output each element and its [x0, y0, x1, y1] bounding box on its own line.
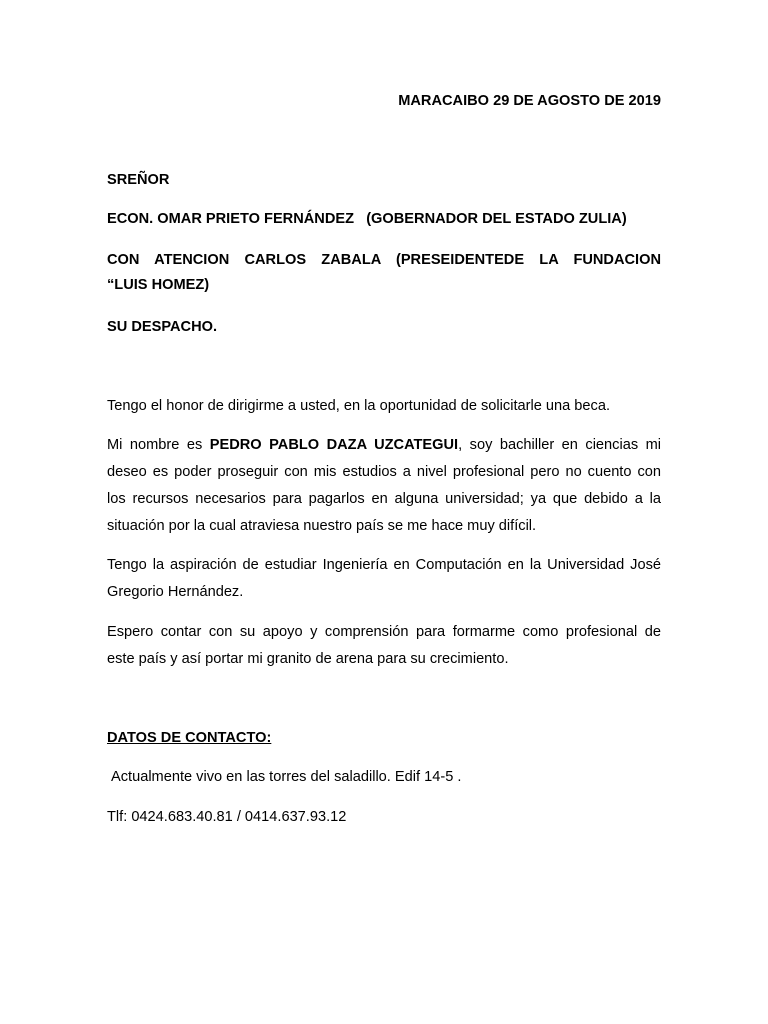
applicant-name: PEDRO PABLO DAZA UZCATEGUI [209, 437, 459, 453]
contact-heading [107, 729, 661, 747]
paragraph-4-line-1: Espero contar con su apoyo y comprensión para formarme como profesional de [107, 624, 661, 640]
paragraph-2-line-4: situación por la cual atraviesa nuestro país se me hace muy difícil. [107, 518, 537, 534]
contact-heading-text: DATOS DE CONTACTO: [107, 730, 272, 746]
office-line: SU DESPACHO. [107, 319, 218, 335]
paragraph-3-line-1: Tengo la aspiración de estudiar Ingeniería en Computación en la Universidad José [107, 557, 661, 573]
attention-line-1: CON ATENCION CARLOS ZABALA (PRESEIDENTEDE LA FUNDACION [107, 252, 661, 268]
contact-address: Actualmente vivo en las torres del saladillo. Edif 14-5 . [111, 769, 462, 785]
paragraph-2-line-2: deseo es poder proseguir con mis estudios a nivel profesional pero no cuento con [107, 464, 661, 480]
paragraph-3-line-2: Gregorio Hernández. [107, 584, 244, 600]
salutation: SREÑOR [107, 172, 170, 188]
recipient-name: ECON. OMAR PRIETO FERNÁNDEZ (GOBERNADOR DEL ESTADO ZULIA) [107, 211, 627, 227]
contact-phone: Tlf: 0424.683.40.81 / 0414.637.93.12 [107, 809, 347, 825]
letter-date: MARACAIBO 29 DE AGOSTO DE 2019 [398, 93, 661, 109]
paragraph-2-line-3: los recursos necesarios para pagarlos en alguna universidad; ya que debido a la [107, 491, 661, 507]
paragraph-2-line-1 [107, 436, 661, 454]
attention-line-2: “LUIS HOMEZ) [107, 277, 210, 293]
p2-prefix: Mi nombre es [107, 437, 210, 453]
paragraph-1: Tengo el honor de dirigirme a usted, en la oportunidad de solicitarle una beca. [107, 398, 610, 414]
p2-line1-suffix: , soy bachiller en ciencias mi [458, 437, 661, 453]
paragraph-4-line-2: este país y así portar mi granito de arena para su crecimiento. [107, 651, 509, 667]
